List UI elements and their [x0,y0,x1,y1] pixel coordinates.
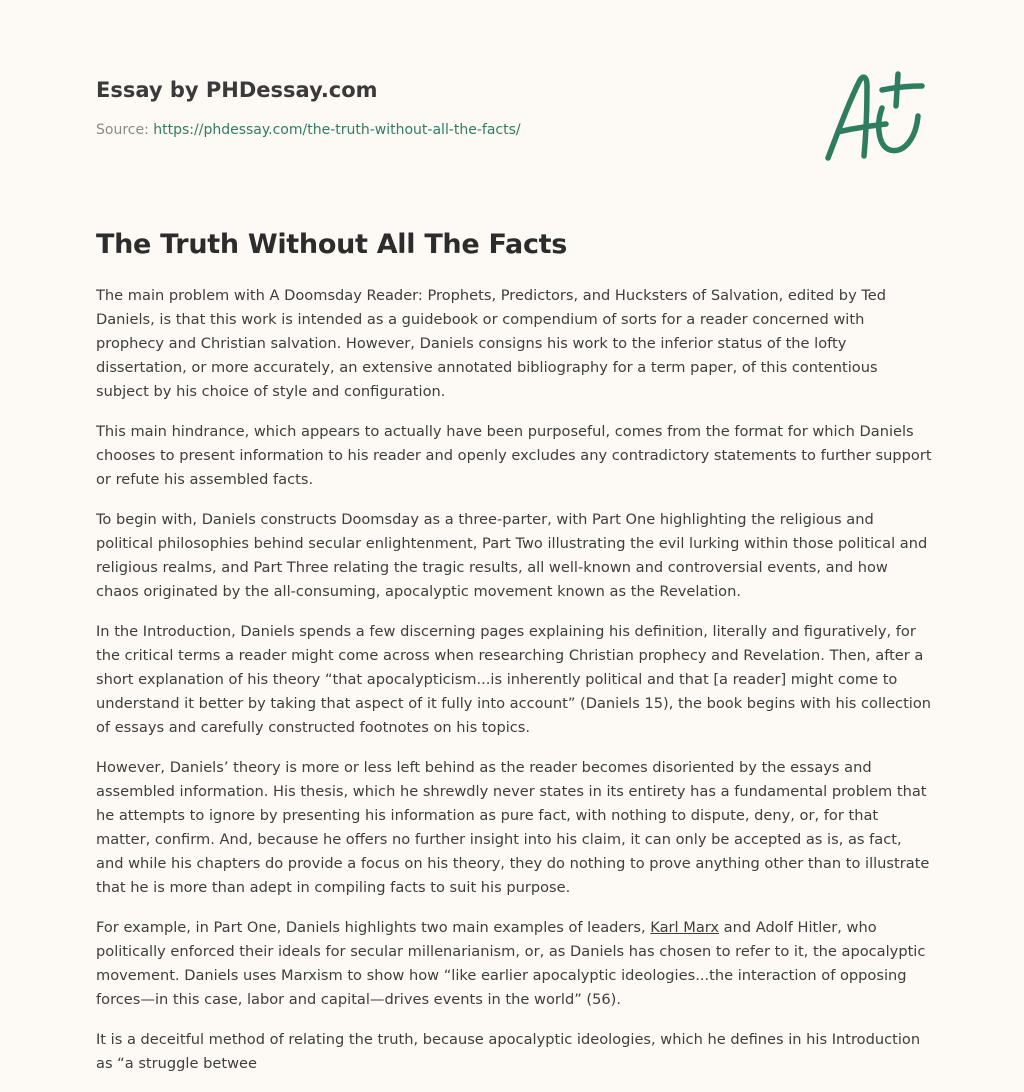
essay-paragraph: To begin with, Daniels constructs Doomsday as a three-parter, with Part One highlighting the religious and political philosophies behind secular enlightenment, Part Two illustrating the evil lurking within those political and religious realms, and Part Three relating the tragic results, all well-known and controversial events, and how chaos originated by the all-consuming, apocalyptic movement known as the Revelation. [96,511,928,600]
essay-paragraph: The main problem with A Doomsday Reader: Prophets, Predictors, and Hucksters of Salvation, edited by Ted Daniels, is that this work is intended as a guidebook or compendium of sorts for a reader concerned with prophecy and Christian salvation. However, Daniels consigns his work to the inferior status of the lofty dissertation, or more accurately, an extensive annotated bibliography for a term paper, of this contentious subject by his choice of style and configuration. [96,287,887,400]
a-plus-logo-icon [820,66,930,166]
essay-paragraph: It is a deceitful method of relating the truth, because apocalyptic ideologies, which he defines in his Introduction as “a struggle betwee [96,1031,921,1072]
karl-marx-link[interactable]: Karl Marx [650,919,720,936]
source-link[interactable]: https://phdessay.com/the-truth-without-all-the-facts/ [153,122,521,138]
essay-header [96,76,796,140]
essay-paragraph: In the Introduction, Daniels spends a few discerning pages explaining his definition, literally and figuratively, for the critical terms a reader might come across when researching Christian prophecy and Revelation. Then, after a short explanation of his theory “that apocalypticism...is inherently political and that [a reader] might come to understand it better by taking that aspect of it fully into account” (Daniels 15), the book begins with his collection of essays and carefully constructed footnotes on his topics. [96,623,932,736]
essay-body [96,284,932,1092]
essay-paragraph: This main hindrance, which appears to actually have been purposeful, comes from the format for which Daniels chooses to present information to his reader and openly excludes any contradictory statements to further support or refute his assembled facts. [96,423,932,488]
paragraph-text: and Adolf Hitler, who politically enforced their ideals for secular millenarianism, or, as Daniels has chosen to refer to it, the apocalyptic movement. Daniels uses Marxism to show how “like earlier apocalyptic ideologies...the interaction of opposing forces—in this case, labor and capital—drives events in the world” (56). [96,919,926,1008]
essay-paragraph: However, Daniels’ theory is more or less left behind as the reader becomes disoriented by the essays and assembled information. His thesis, which he shrewdly never states in its entirety has a fundamental problem that he attempts to ignore by presenting his information as pure fact, with nothing to dispute, deny, or, for that matter, confirm. And, because he offers no further insight into his claim, it can only be accepted as is, as fact, and while his chapters do provide a focus on his theory, they do nothing to prove anything other than to illustrate that he is more than adept in compiling facts to suit his purpose. [96,759,930,896]
source-line [96,120,796,140]
essay-paragraph [96,916,932,1012]
source-label: Source: [96,122,149,138]
essay-title: The Truth Without All The Facts [96,229,568,260]
paragraph-text: For example, in Part One, Daniels highlights two main examples of leaders, [96,919,651,936]
site-brand: Essay by PHDessay.com [96,78,378,102]
